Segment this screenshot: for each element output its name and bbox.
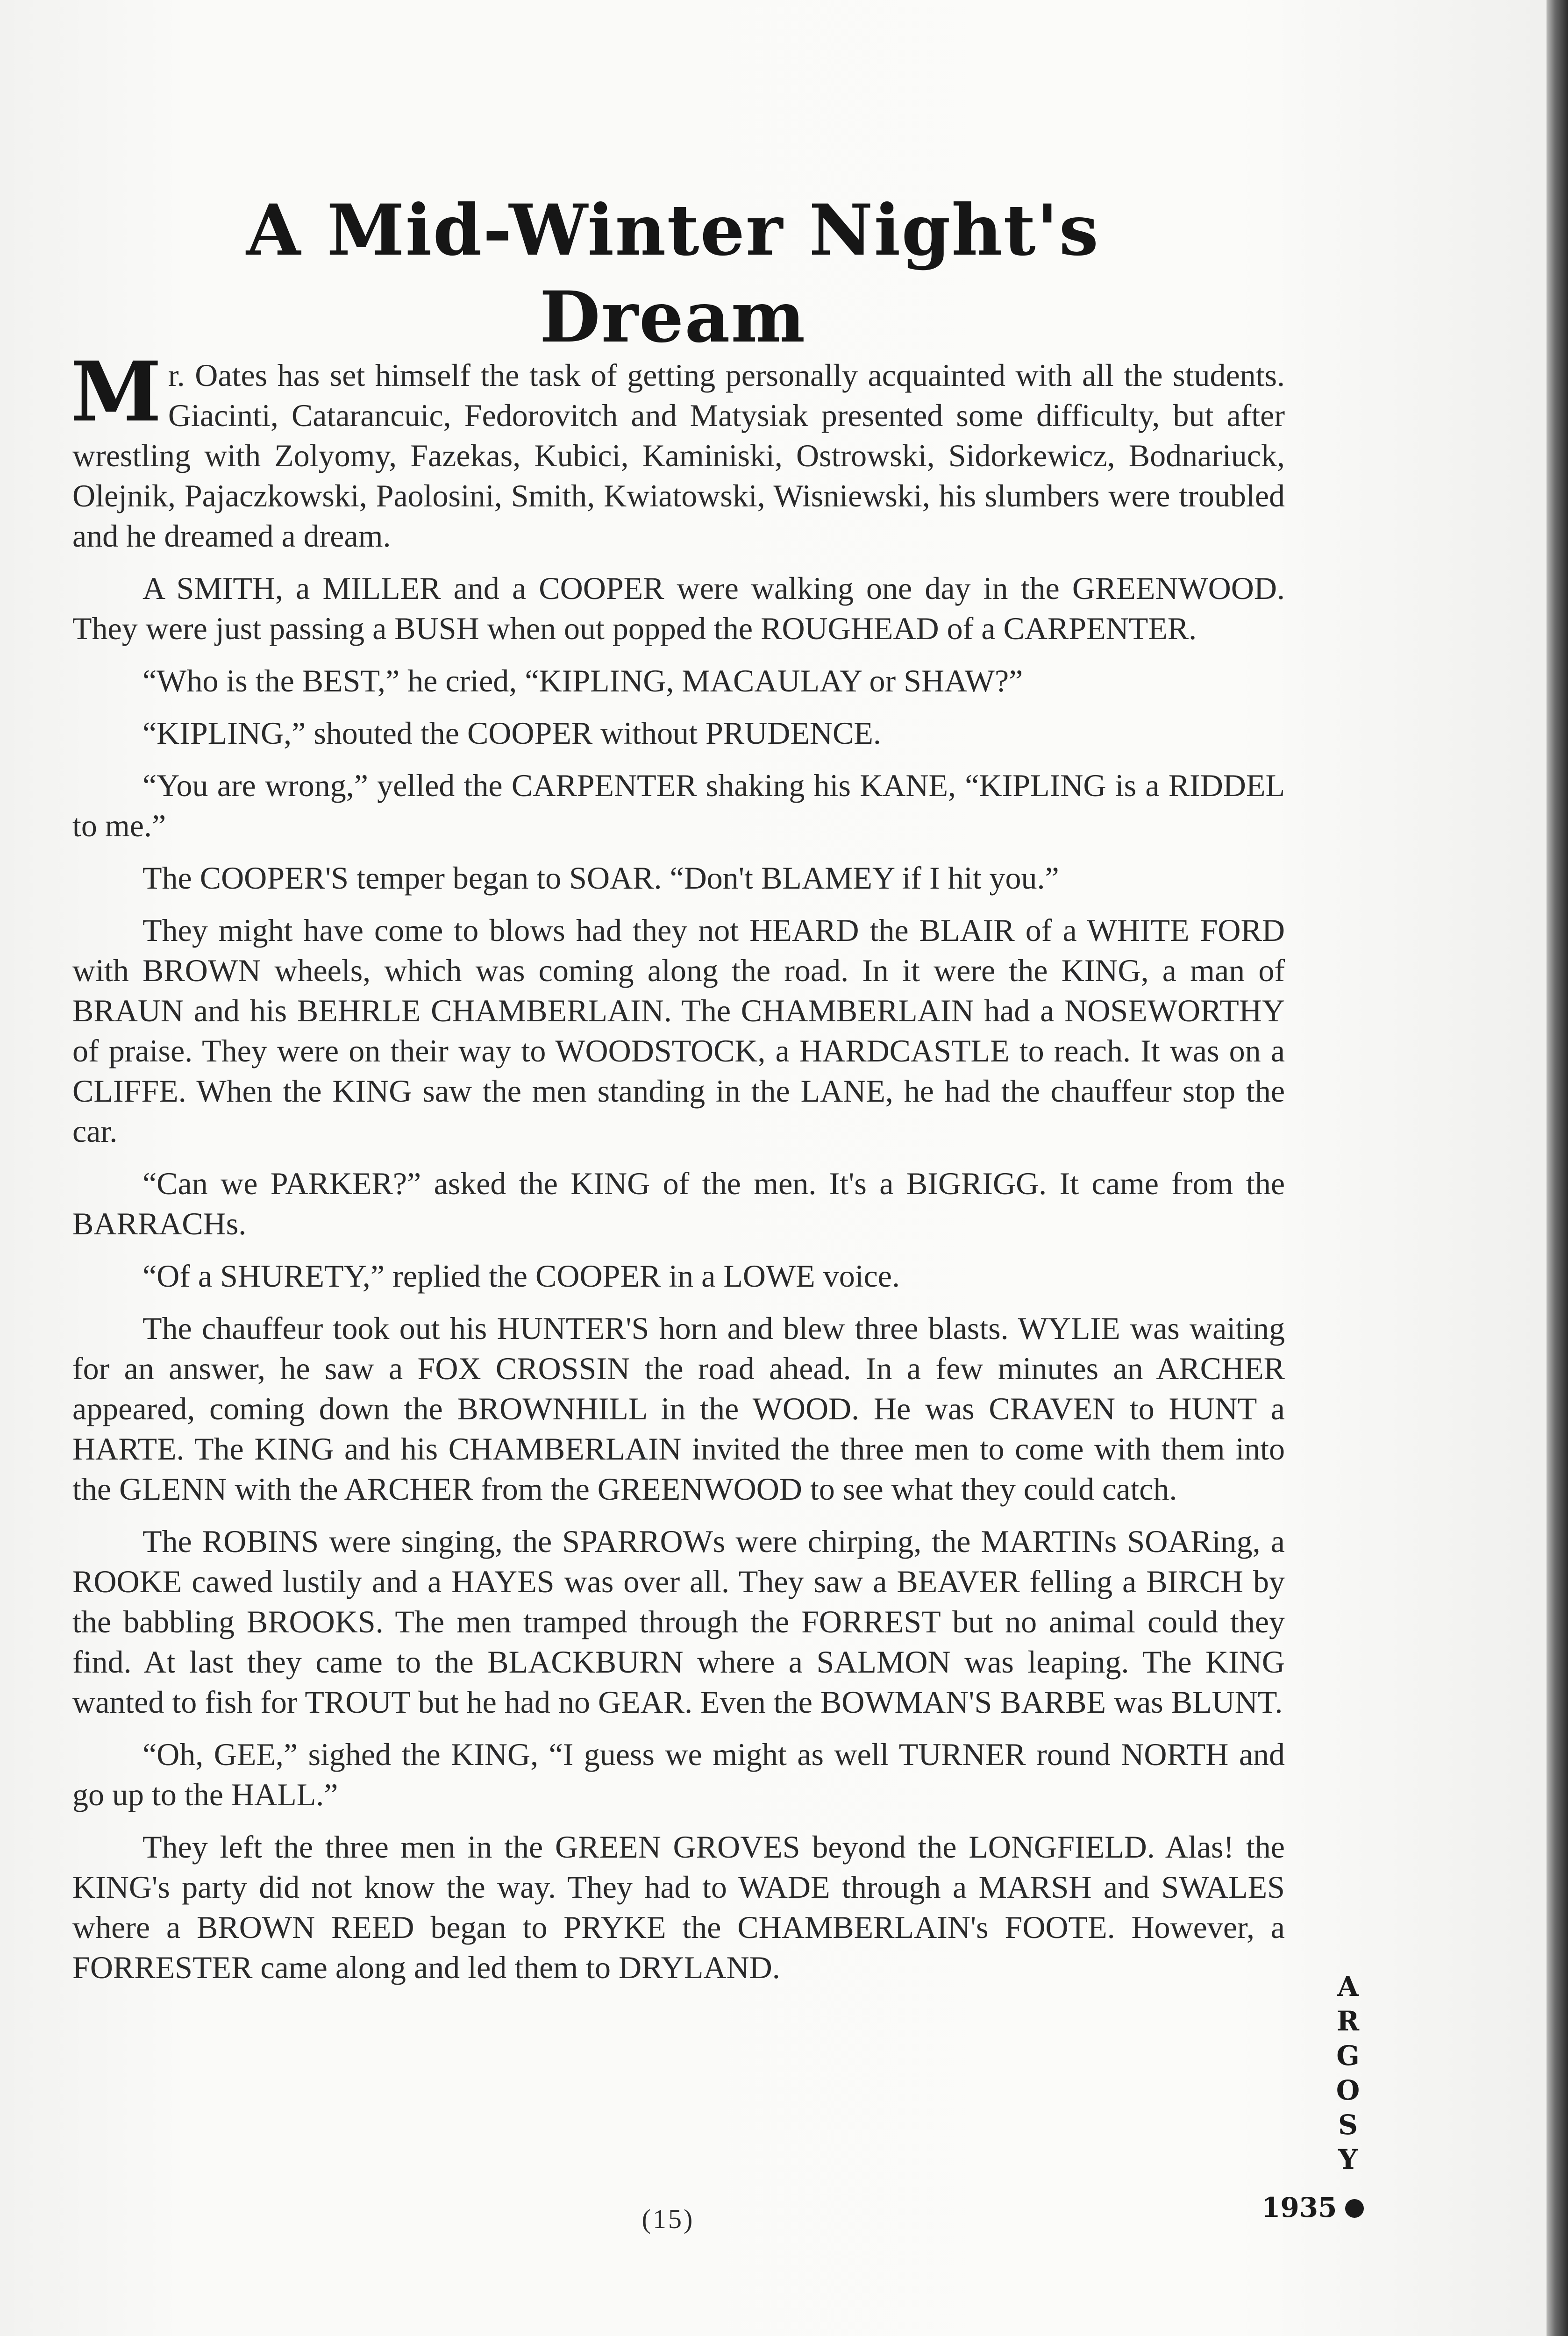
side-letter: R <box>1336 2005 1360 2037</box>
bullet-dot-icon <box>1345 2199 1364 2218</box>
article-body <box>71 343 1285 2000</box>
page-edge-shadow <box>1547 0 1568 2336</box>
paragraph-11: The ROBINS were singing, the SPARROWs were chirping, the MARTINs SOARing, a ROOKE cawed lustily and a HAYES was over all. They saw a BEAVER felling a BIRCH by the babbling BROOKS. The men tramped through the FORREST but no animal could they find. At last they came to the BLACKBURN where a SALMON was leaping. The KING wanted to fish for TROUT but he had no GEAR. Even the BOWMAN'S BARBE was BLUNT. <box>72 1524 1285 1720</box>
paragraph-7: They might have come to blows had they not HEARD the BLAIR of a WHITE FORD with BROWN wheels, which was coming along the road. In it were the KING, a man of BRAUN and his BEHRLE CHAMBERLAIN. The CHAMBERLAIN had a NOSEWORTHY of praise. They were on their way to WOODSTOCK, a HARDCASTLE to reach. It was on a CLIFFE. When the KING saw the men standing in the LANE, he had the chauffeur stop the car. <box>72 912 1285 1149</box>
side-letter: G <box>1336 2040 1360 2072</box>
side-letter: O <box>1336 2074 1360 2106</box>
paragraph-5: “You are wrong,” yelled the CARPENTER shaking his KANE, “KIPLING is a RIDDEL to me.” <box>72 768 1285 843</box>
paragraph-13: They left the three men in the GREEN GROVES beyond the LONGFIELD. Alas! the KING's party did not know the way. They had to WADE through a MARSH and SWALES where a BROWN REED began to PRYKE the CHAMBERLAIN's FOOTE. However, a FORRESTER came along and led them to DRYLAND. <box>72 1829 1285 1985</box>
paragraph-1-text: r. Oates has set himself the task of getting personally acquainted with all the students. Giacinti, Catarancuic, Fedorovitch and Matysiak presented some difficulty, but after wrestling with Zolyomy, Fazekas, Kubici, Kaminiski, Ostrowski, Sidorkewicz, Bodnariuck, Olejnik, Pajaczkowski, Paolosini, Smith, Kwiatowski, Wisniewski, his slumbers were troubled and he dreamed a dream. <box>72 357 1285 554</box>
paragraph-1 <box>71 343 1285 556</box>
side-letter: A <box>1337 1971 1359 2002</box>
paragraph-4: “KIPLING,” shouted the COOPER without PRUDENCE. <box>143 715 881 751</box>
paragraph-6: The COOPER'S temper began to SOAR. “Don't BLAMEY if I hit you.” <box>143 860 1059 896</box>
year-footer <box>1262 2191 1364 2224</box>
paragraph-2: A SMITH, a MILLER and a COOPER were walking one day in the GREENWOOD. They were just passing a BUSH when out popped the ROUGHEAD of a CARPENTER. <box>72 570 1285 646</box>
paragraph-3: “Who is the BEST,” he cried, “KIPLING, MACAULAY or SHAW?” <box>143 663 1023 698</box>
page-number: (15) <box>641 2204 695 2234</box>
year-text: 1935 <box>1262 2192 1337 2223</box>
side-letter: Y <box>1338 2144 1358 2175</box>
paragraph-10: The chauffeur took out his HUNTER'S horn and blew three blasts. WYLIE was waiting for an answer, he saw a FOX CROSSIN the road ahead. In a few minutes an ARCHER appeared, coming down the BROWNHILL in the WOOD. He was CRAVEN to HUNT a HARTE. The KING and his CHAMBERLAIN invited the three men to come with them into the GLENN with the ARCHER from the GREENWOOD to see what they could catch. <box>72 1310 1285 1507</box>
article-title: A Mid-Winter Night's Dream <box>246 189 1100 358</box>
paragraph-8: “Can we PARKER?” asked the KING of the men. It's a BIGRIGG. It came from the BARRACHs. <box>72 1166 1285 1241</box>
side-title-argosy <box>1329 1969 1367 2177</box>
paragraph-9: “Of a SHURETY,” replied the COOPER in a LOWE voice. <box>143 1258 900 1294</box>
side-letter: S <box>1338 2109 1358 2141</box>
paragraph-12: “Oh, GEE,” sighed the KING, “I guess we might as well TURNER round NORTH and go up to the HALL.” <box>72 1737 1285 1812</box>
drop-cap: M <box>71 343 162 440</box>
